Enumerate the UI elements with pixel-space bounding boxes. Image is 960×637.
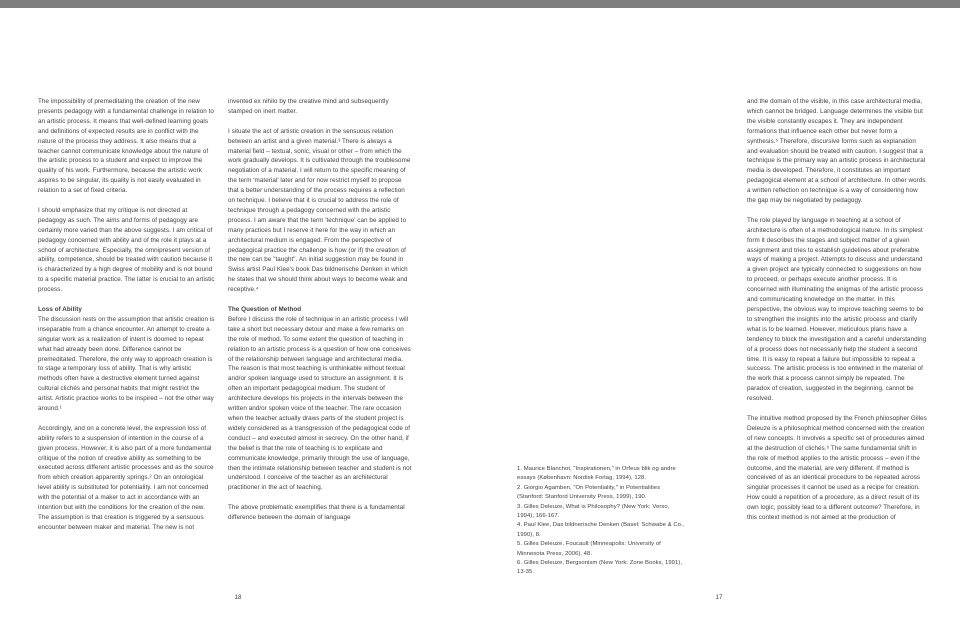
text-block: The impossibility of premeditating the creation of the new presents pedagogy with a fundamental challenge in relation to an artistic process. It means that well-defined learning goals and definitions of expected results are in conflict with the nature of the process they address. It also means that a teacher cannot communicate knowledge about the nature of the artistic process to a student and expect to improve the quality of his work. Furthermore, because the artistic work aspires to be singular, its quality is not easily evaluated in relation to a set of fixed criteria. — [38, 98, 214, 195]
text-block: and the domain of the visible, in this case architectural media, which cannot be bridged. Language determines the visible but the visible constantly escapes it. They are independent formations that influence each other but never form a synthesis.⁵ Therefore, discursive forms such as explanation and evaluation should be treated with caution. I suggest that a technique is the primary way an artistic process in architectural media is developed. Therefore, it constitutes an important pedagogical element at a school of architecture. In other words a written reflection on technique is a way of considering how the gap may be negotiated by pedagogy. — [747, 98, 926, 205]
text-block: The above problematic exemplifies that there is a fundamental difference between the domain of language — [228, 504, 405, 522]
book-spread — [0, 8, 960, 637]
left-page-column-2 — [228, 97, 412, 523]
footnote-item: 5. Gilles Deleuze, Foucault (Minneapolis: University of Minnesota Press, 2006), 48. — [517, 541, 661, 557]
text-block: Loss of Ability — [38, 306, 82, 313]
left-page-column-1 — [38, 97, 216, 533]
text-block: I situate the act of artistic creation in the sensuous relation between an artist and a given material.³ There is always a material field – textual, sonic, visual or other – from which the work gradually develops. It is cultivated through the troublesome negotiation of a material. I will return to the specific meaning of the term 'material' later and for now restrict myself to propose that a better understanding of the process requires a reflection on technique. I believe that it is crucial to address the role of technique through a pedagogy concerned with the artistic process. I am aware that the term 'technique' can be applied to many practices but I reserve it here for the way in which an architectural medium is engaged. From the perspective of pedagogical practice the challenge is how (or if) the creation of the new can be "taught". An initial suggestion may be found in Swiss artist Paul Klee's book Das bildnerische Denken in which he states that we should think about ways to become weak and receptive.⁴ — [228, 127, 411, 294]
footnotes-list — [517, 465, 685, 578]
background-top-strip — [0, 0, 960, 8]
text-block: The intuitive method proposed by the French philosopher Gilles Deleuze is a philosophical method concerned with the creation of new concepts. It involves a specific set of procedures aimed at the destruction of clichés.⁶ The same fundamental shift in the role of method applies to the artistic process – even if the outcome, and the material, are very different. If method is conceived of as an identical procedure to be repeated across singular processes it cannot be used as a recipe for creation. How could a repetition of a procedure, as a direct result of its own logic, possibly lead to a different outcome? Therefore, in this context method is not aimed at the production of — [747, 414, 927, 522]
footnote-item: 6. Gilles Deleuze, Bergsonism (New York: Zone Books, 1991), 13-35. — [517, 560, 683, 576]
text-block: invented ex nihilo by the creative mind and subsequently stamped on inert matter. — [228, 98, 389, 115]
text-block: I should emphasize that my critique is not directed at pedagogy as such. The aims and forms of pedagogy are certainly more varied than the above suggests. I am critical of pedagogy concerned with ability and of the role it plays at a school of architecture. Especially, the omnipresent version of ability, competence, should be treated with caution because it is characterized by a high degree of mobility and is not bound to a specific material practice. The latter is crucial to an artistic process. — [38, 206, 215, 294]
right-page-column-1 — [747, 97, 927, 523]
footnote-item: 4. Paul Klee, Das bildnerische Denken (Basel: Schwabe & Co., 1990), 8. — [517, 522, 685, 538]
text-block: Accordingly, and on a concrete level, the expression loss of ability refers to a suspension of intention in the course of a given process. However, it is also part of a more fundamental critique of the notion of creative ability as something to be executed across different artistic processes and as the source from which creation apparently springs.² On an ontological level ability is substituted for potentiality. I am not concerned with the potential of a maker to act in accordance with an intention but with the conditions for the creation of the new. The assumption is that creation is triggered by a sensuous encounter between maker and material. The new is not — [38, 424, 214, 531]
text-block: Before I discuss the role of technique in an artistic process I will take a short but necessary detour and make a few remarks on the role of method. To some extent the question of teaching in relation to an artistic process is a question of how one conceives of the relationship between language and architectural media. The reason is that most teaching is unthinkable without textual and/or spoken language used to structure an assignment. It is often an important pedagogical medium. The student of architecture develops his projects in the intervals between the written and/or spoken voice of the teacher. The rare occasion when the teacher actually draws parts of the student project is widely considered as a transgression of the pedagogical code of conduct – and executed almost in secrecy. On the other hand, if the belief is that the role of teaching is to explicate and communicate knowledge, primarily through the use of language, then the intimate relationship between teacher and student is not understood. I conceive of the teacher as an architectural practitioner in the act of teaching. — [228, 315, 412, 492]
text-block: The role played by language in teaching at a school of architecture is often of a methodological nature. In its simplest form it describes the stages and subject matter of a given assignment and tries to establish guidelines about preferable ways of making a project. Attempts to discuss and understand a given project are typically connected to suggestions on how to proceed, or perhaps execute another process. It is concerned with illuminating the enigmas of the artistic process and communicating knowledge on the matter. In this perspective, the obvious way to improve teaching seems to be to strengthen the insights into the artistic process and clarify what is to be learned. However, meticulous plans have a tendency to block the investigation and a careful understanding of a process does not necessarily help the student a second time. It is easy to repeat a failure but impossible to repeat a success. The artistic process is too entwined in the material of the work that a process cannot simply be repeated. The paradox of creation, suggested in the beginning, cannot be resolved. — [747, 216, 927, 403]
text-block: The discussion rests on the assumption that artistic creation is inseparable from a chance encounter. An attempt to create a singular work as a realization of intent is doomed to repeat what had already been done. Difference cannot be premeditated. Therefore, the only way to approach creation is to stage a temporary loss of ability. That is why artistic methods often have a destructive element turned against cultural clichés and personal habits that might restrict the artist. Artistic practice works to be inspired – not the other way around.¹ — [38, 315, 215, 413]
text-block: The Question of Method — [228, 306, 302, 313]
footnote-item: 2. Giorgio Agamben, "On Potentiality," in Potentialities (Stanford: Stanford University Press, 1999), 190. — [517, 484, 661, 501]
footnote-item: 3. Gilles Deleuze, What is Philosophy? (New York: Verso, 1994), 166-167. — [517, 503, 670, 520]
page-number-right: 17 — [715, 594, 723, 601]
footnote-item: 1. Maurice Blanchot, "Inspirationen," in Orfeus blik og andre essays (København: Nordisk Forlag, 1994), 128. — [517, 466, 676, 482]
page-number-left: 18 — [234, 594, 242, 601]
